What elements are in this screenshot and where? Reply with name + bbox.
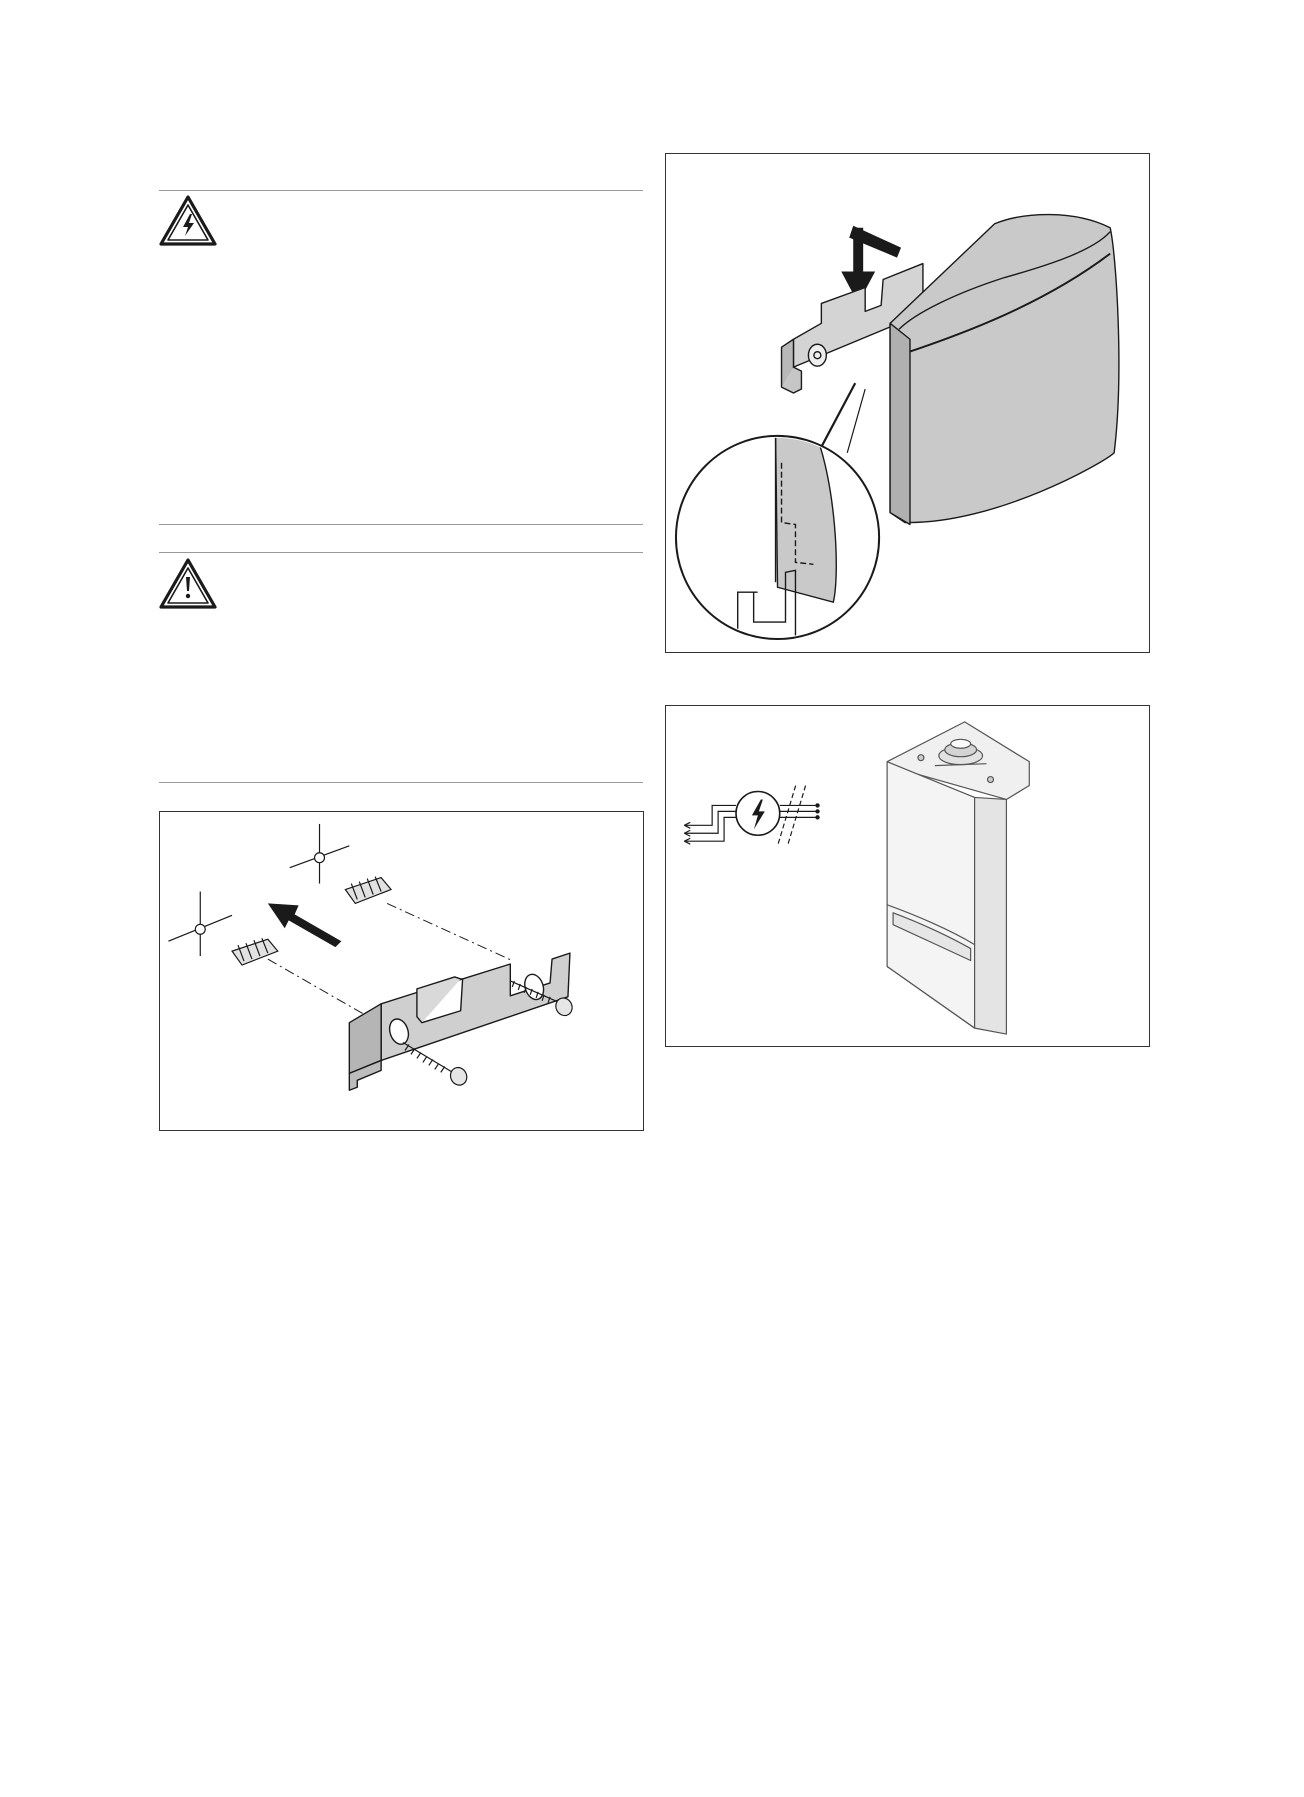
wall-plug-upper-icon (345, 877, 391, 904)
boiler-unit-icon (887, 722, 1029, 1034)
drill-mark-upper-icon (290, 824, 350, 884)
insert-direction-arrow-icon (268, 903, 342, 947)
power-supply-icon (684, 786, 819, 846)
drill-mark-lower-icon (168, 892, 232, 957)
warning-2-bottom-rule (159, 782, 643, 783)
warning-1-bottom-rule (159, 524, 643, 525)
figure-disconnect-power-boiler (665, 705, 1150, 1047)
figure-wall-bracket-mounting (159, 811, 644, 1131)
electric-shock-warning-icon (158, 194, 218, 248)
detail-magnifier-icon (676, 433, 879, 652)
warning-2-top-rule (159, 552, 643, 553)
caution-warning-icon (158, 557, 218, 611)
warning-1-top-rule (159, 190, 643, 191)
magnifier-leader-line (820, 383, 855, 449)
control-housing-icon (890, 215, 1119, 525)
figure-hang-control-on-bracket (665, 153, 1150, 653)
